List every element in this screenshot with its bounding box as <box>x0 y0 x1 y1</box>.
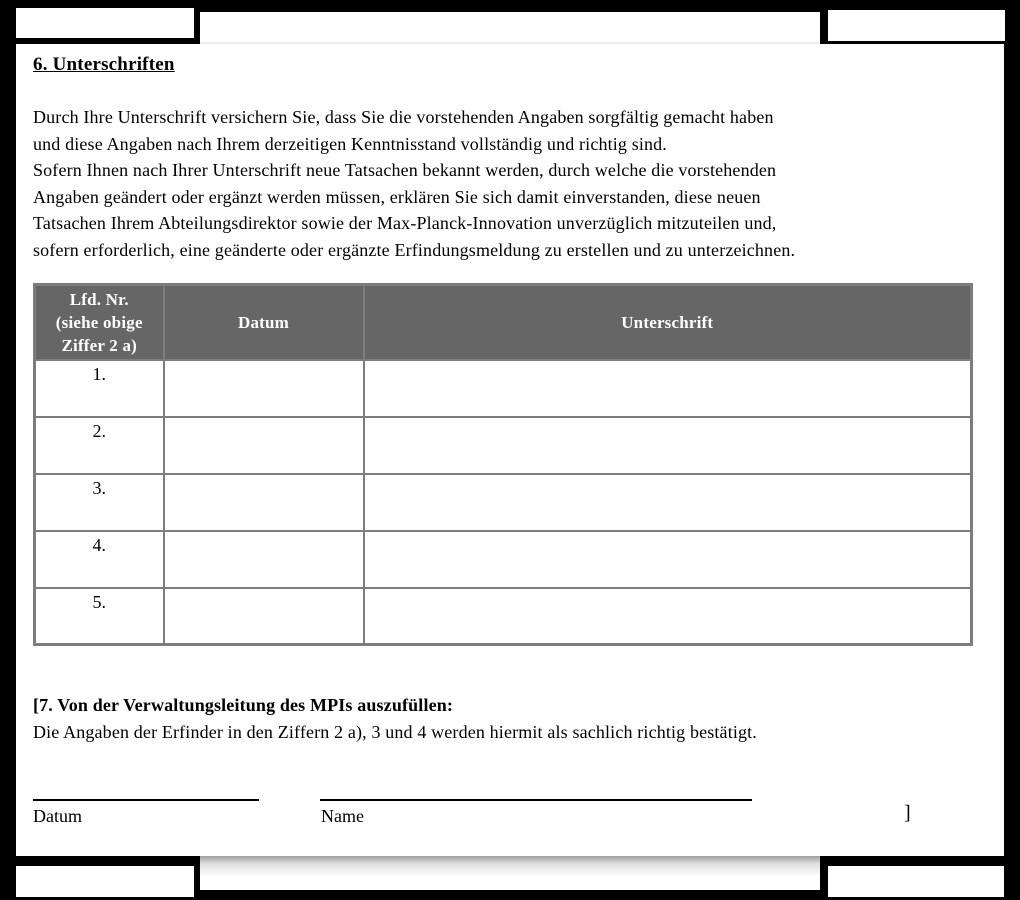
table-row <box>35 474 972 531</box>
scan-artifact-top-right <box>828 10 1005 41</box>
header-lfd-nr-line: Lfd. Nr. <box>69 289 129 309</box>
row-number-cell: 1. <box>35 360 164 417</box>
section-7-confirmation-text: Die Angaben der Erfinder in den Ziffern 2 a), 3 und 4 werden hiermit als sachlich richtig bestätigt. <box>33 722 757 742</box>
paragraph-line: Tatsachen Ihrem Abteilungsdirektor sowie der Max-Planck-Innovation unverzüglich mitzuteilen und, <box>33 213 777 233</box>
name-label: Name <box>321 806 364 826</box>
header-unterschrift: Unterschrift <box>364 285 972 360</box>
datum-input-cell[interactable] <box>164 417 364 474</box>
datum-label: Datum <box>33 806 82 826</box>
section-7-heading: [7. Von der Verwaltungsleitung des MPIs auszufüllen: <box>33 695 454 715</box>
table-row <box>35 531 972 588</box>
paragraph-line: und diese Angaben nach Ihrem derzeitigen Kenntnisstand vollständig und richtig sind. <box>33 133 667 154</box>
section-6-heading: 6. Unterschriften <box>33 54 175 75</box>
signatures-table <box>33 283 973 646</box>
datum-input-cell[interactable] <box>164 474 364 531</box>
table-row <box>35 588 972 645</box>
table-row <box>35 360 972 417</box>
row-number-cell: 4. <box>35 531 164 588</box>
document-page <box>16 44 1004 856</box>
datum-signature-line[interactable] <box>33 799 259 801</box>
unterschrift-input-cell[interactable] <box>364 417 972 474</box>
table-row <box>35 417 972 474</box>
header-lfd-nr <box>35 285 164 360</box>
scan-artifact-bottom-right <box>828 866 1004 897</box>
datum-input-cell[interactable] <box>164 531 364 588</box>
paragraph-line: sofern erforderlich, eine geänderte oder ergänzte Erfindungsmeldung zu erstellen und zu unterzeichnen. <box>33 239 796 260</box>
scan-artifact-bottom-left <box>16 866 194 897</box>
unterschrift-input-cell[interactable] <box>364 360 972 417</box>
unterschrift-input-cell[interactable] <box>364 474 972 531</box>
table-header-row <box>35 285 972 360</box>
scan-artifact-top-left <box>16 8 194 38</box>
paragraph-line: Angaben geändert oder ergänzt werden müssen, erklären Sie sich damit einverstanden, diese neuen <box>33 186 761 207</box>
datum-input-cell[interactable] <box>164 360 364 417</box>
section-7-closing-bracket: ] <box>904 802 911 824</box>
declaration-paragraph <box>33 104 983 263</box>
paragraph-line: Sofern Ihnen nach Ihrer Unterschrift neue Tatsachen bekannt werden, durch welche die vorstehenden <box>33 160 777 180</box>
header-lfd-nr-line: (siehe obige <box>55 312 143 332</box>
paragraph-line: Durch Ihre Unterschrift versichern Sie, dass Sie die vorstehenden Angaben sorgfältig gemacht haben <box>33 107 774 127</box>
scan-artifact-bottom-strip <box>200 856 820 890</box>
unterschrift-input-cell[interactable] <box>364 588 972 645</box>
row-number-cell: 2. <box>35 417 164 474</box>
row-number-cell: 3. <box>35 474 164 531</box>
name-signature-line[interactable] <box>320 799 752 801</box>
scan-artifact-top-strip <box>200 12 820 44</box>
row-number-cell: 5. <box>35 588 164 645</box>
unterschrift-input-cell[interactable] <box>364 531 972 588</box>
header-datum: Datum <box>164 285 364 360</box>
header-lfd-nr-line: Ziffer 2 a) <box>61 335 138 355</box>
datum-input-cell[interactable] <box>164 588 364 645</box>
